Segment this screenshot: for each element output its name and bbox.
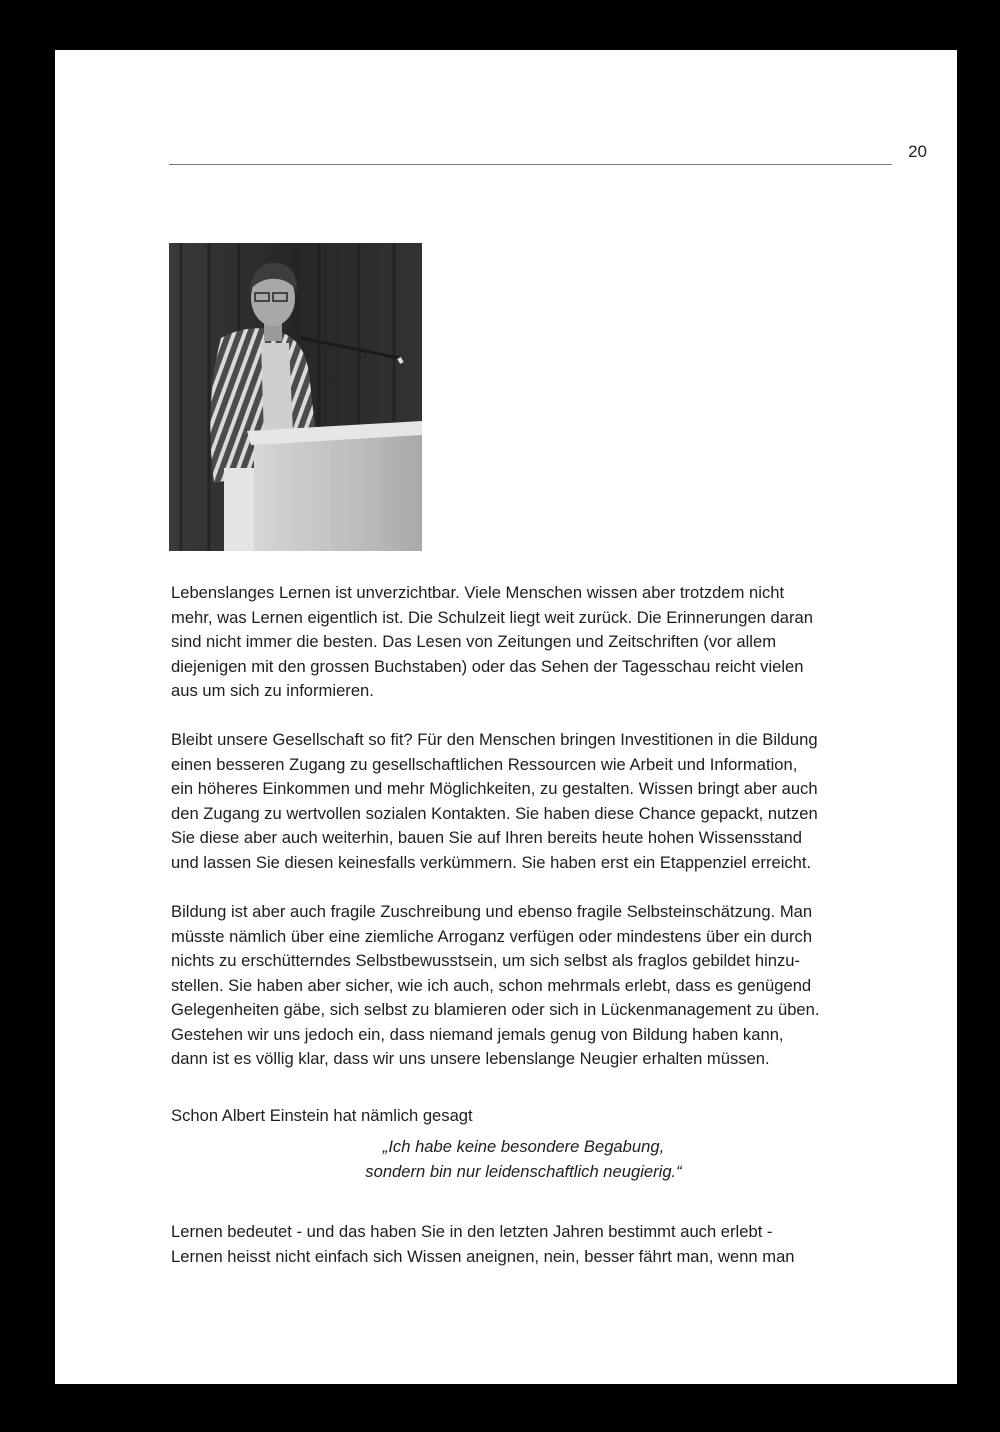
paragraph-4 (171, 1104, 876, 1129)
text-line: Gelegenheiten gäbe, sich selbst zu blamieren oder sich in Lückenmanagement zu üben. (171, 1000, 820, 1019)
text-line: stellen. Sie haben aber sicher, wie ich auch, schon mehrmals erlebt, dass es genügend (171, 975, 812, 995)
text-line: mehr, was Lernen eigentlich ist. Die Schulzeit liegt weit zurück. Die Erinnerungen daran (171, 607, 813, 627)
text-line: den Zugang zu wertvollen sozialen Kontakten. Sie haben diese Chance gepackt, nutzen (171, 803, 818, 823)
text-line: Schon Albert Einstein hat nämlich gesagt (171, 1106, 473, 1125)
text-line: Lebenslanges Lernen ist unverzichtbar. Viele Menschen wissen aber trotzdem nicht (171, 583, 785, 602)
paragraph-2 (171, 728, 876, 875)
text-line: Bleibt unsere Gesellschaft so fit? Für den Menschen bringen Investitionen in die Bildung (171, 730, 818, 749)
text-line: einen besseren Zugang zu gesellschaftlichen Ressourcen wie Arbeit und Information, (171, 754, 798, 774)
quote-line: „Ich habe keine besondere Begabung, (382, 1137, 665, 1156)
speaker-at-lectern-photo (169, 243, 422, 551)
text-line: Gestehen wir uns jedoch ein, dass niemand jemals genug von Bildung haben kann, (171, 1024, 784, 1044)
text-line: Bildung ist aber auch fragile Zuschreibung und ebenso fragile Selbsteinschätzung. Man (171, 902, 813, 921)
text-line: dann ist es völlig klar, dass wir uns unsere lebenslange Neugier erhalten müssen. (171, 1049, 770, 1068)
document-page (55, 50, 957, 1384)
quote-line: sondern bin nur leidenschaftlich neugierig.“ (365, 1161, 682, 1181)
text-line: und lassen Sie diesen keinesfalls verkümmern. Sie haben erst ein Etappenziel erreicht. (171, 852, 812, 872)
paragraph-1 (171, 581, 876, 704)
text-line: müsste nämlich über eine ziemliche Arroganz verfügen oder mindestens über ein durch (171, 926, 813, 946)
text-line: Lernen heisst nicht einfach sich Wissen aneignen, nein, besser fährt man, wenn man (171, 1246, 795, 1266)
text-line: Lernen bedeutet - und das haben Sie in den letzten Jahren bestimmt auch erlebt - (171, 1222, 773, 1241)
speaker-photo (169, 243, 422, 551)
text-line: aus um sich zu informieren. (171, 681, 374, 700)
paragraph-5 (171, 1220, 876, 1269)
einstein-quote (171, 1135, 876, 1184)
text-line: ein höheres Einkommen und mehr Möglichkeiten, zu gestalten. Wissen bringt aber auch (171, 779, 818, 798)
text-line: diejenigen mit den grossen Buchstaben) oder das Sehen der Tagesschau reicht vielen (171, 656, 804, 676)
paragraph-3 (171, 900, 876, 1072)
header-rule (169, 164, 892, 165)
text-line: Sie diese aber auch weiterhin, bauen Sie auf Ihren bereits heute hohen Wissensstand (171, 828, 802, 847)
text-line: nichts zu erschütterndes Selbstbewusstsein, um sich selbst als fraglos gebildet hinzu- (171, 951, 801, 970)
text-line: sind nicht immer die besten. Das Lesen von Zeitungen und Zeitschriften (vor allem (171, 632, 777, 651)
page-number: 20 (908, 142, 927, 161)
